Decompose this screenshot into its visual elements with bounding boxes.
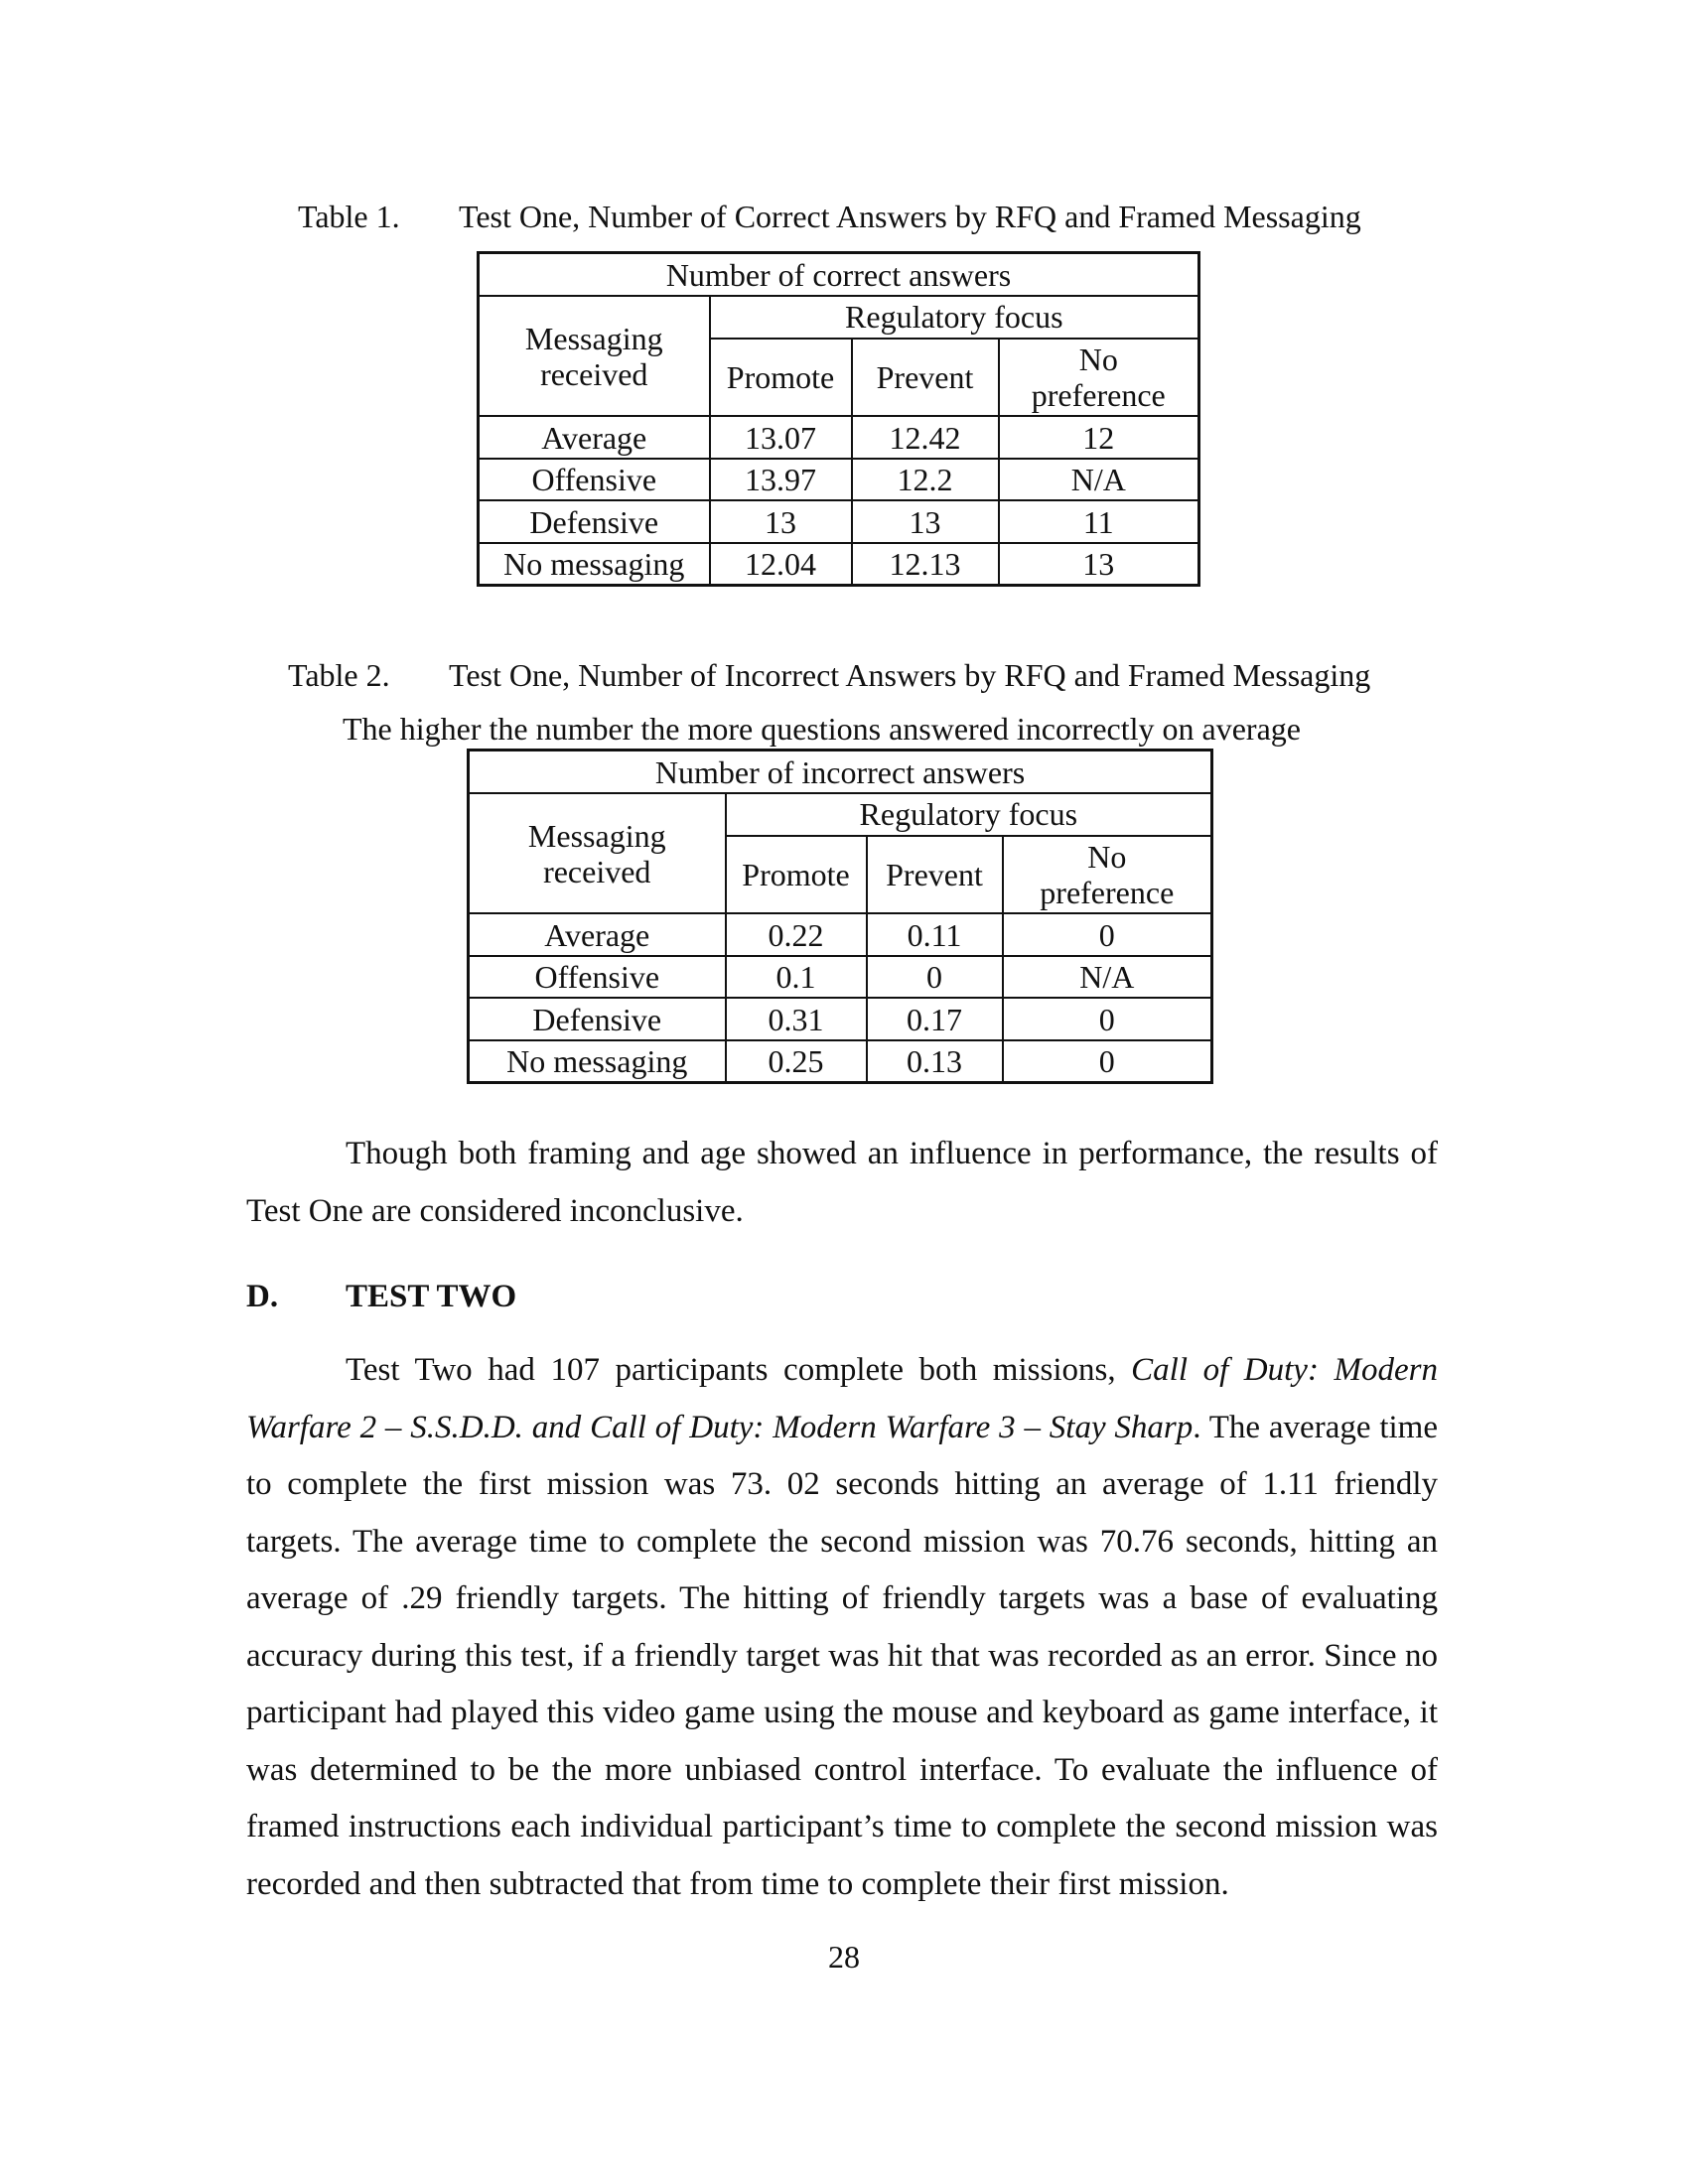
table1-row-label: Defensive	[479, 500, 710, 543]
table-row	[479, 543, 1199, 586]
table2-row-label: Defensive	[469, 998, 726, 1040]
table1-cell: 12.13	[852, 543, 999, 586]
table2-cell: 0.31	[726, 998, 867, 1040]
table1-cell: 13	[710, 500, 852, 543]
table1-col-nopref-line2: preference	[1031, 376, 1166, 413]
table2-cell: 0	[867, 956, 1003, 999]
test-two-paragraph	[246, 1342, 1438, 1913]
table1-cell: 11	[999, 500, 1199, 543]
table1-cell: 12.42	[852, 416, 999, 459]
table1-header-row-label-line2: received	[540, 355, 648, 392]
table1-cell: 13.07	[710, 416, 852, 459]
table2-header-row-label-line1: Messaging	[527, 817, 666, 854]
table1-row-label: No messaging	[479, 543, 710, 586]
table1-cell: 13	[999, 543, 1199, 586]
table1-cell: 13.97	[710, 459, 852, 501]
section-title: TEST TWO	[346, 1279, 517, 1314]
table-row	[479, 459, 1199, 501]
table1-cell: 12.2	[852, 459, 999, 501]
table1-header-group: Regulatory focus	[710, 296, 1199, 339]
section-letter: D.	[246, 1279, 279, 1314]
table1-cell: 12.04	[710, 543, 852, 586]
conclusion-paragraph	[246, 1126, 1438, 1240]
table2-header-row-label-line2: received	[543, 853, 651, 889]
table-row	[479, 416, 1199, 459]
table2-cell: 0.1	[726, 956, 867, 999]
table1-header-row-label-line1: Messaging	[524, 320, 663, 356]
table1-cell: 13	[852, 500, 999, 543]
table2-cell: 0	[1003, 998, 1212, 1040]
table2-cell: 0.22	[726, 913, 867, 956]
conclusion-text: Though both framing and age showed an influence in performance, the results of Test One are considered inconclusive.	[246, 1136, 1438, 1229]
table2-header-group: Regulatory focus	[726, 793, 1212, 836]
table2-col-nopref-line1: No	[1087, 838, 1127, 875]
table1-col-prevent: Prevent	[852, 339, 999, 417]
table1-row-label: Offensive	[479, 459, 710, 501]
table2-header-row-label	[469, 793, 726, 913]
test-two-text-part2: . The average time to complete the first mission was 73. 02 seconds hitting an average of 1.11 friendly targets. The average time to complete the second mission was 70.76 seconds, hitting an average of .29 friendly targets. The hitting of friendly targets was a base of evaluating accuracy during this test, if a friendly target was hit that was recorded as an error. Since no participant had played this video game using the mouse and keyboard as game interface, it was determined to be the more unbiased control interface. To evaluate the influence of framed instructions each individual participant’s time to complete the second mission was recorded and then subtracted that from time to complete their first mission.	[246, 1409, 1438, 1902]
table1-row-label: Average	[479, 416, 710, 459]
table2-cell: 0	[1003, 1040, 1212, 1083]
table-row	[469, 956, 1212, 999]
table-row	[479, 500, 1199, 543]
table1-header-row-label	[479, 296, 710, 416]
page-number: 28	[828, 1939, 860, 1975]
table2-col-promote: Promote	[726, 836, 867, 914]
table1-label: Table 1.	[298, 199, 400, 234]
table1-cell: N/A	[999, 459, 1199, 501]
table2-row-label: Average	[469, 913, 726, 956]
table2-header-main: Number of incorrect answers	[469, 751, 1212, 794]
table2-cell: 0.13	[867, 1040, 1003, 1083]
table1-title: Test One, Number of Correct Answers by RFQ and Framed Messaging	[459, 199, 1361, 234]
table2-cell: 0.11	[867, 913, 1003, 956]
section-heading	[246, 1279, 516, 1315]
table1-caption	[298, 199, 1361, 235]
table2-cell: 0.25	[726, 1040, 867, 1083]
table2-row-label: No messaging	[469, 1040, 726, 1083]
table2-col-nopref	[1003, 836, 1212, 914]
test-two-text-part1: Test Two had 107 participants complete both missions,	[346, 1352, 1132, 1388]
table2-col-prevent: Prevent	[867, 836, 1003, 914]
table1-col-promote: Promote	[710, 339, 852, 417]
table2-cell: 0.17	[867, 998, 1003, 1040]
table1	[477, 251, 1200, 587]
table2-col-nopref-line2: preference	[1040, 874, 1175, 910]
table2	[467, 749, 1213, 1084]
table2-row-label: Offensive	[469, 956, 726, 999]
table2-label: Table 2.	[288, 657, 390, 693]
table2-caption	[288, 657, 1370, 694]
table2-title: Test One, Number of Incorrect Answers by RFQ and Framed Messaging	[449, 657, 1371, 693]
table-row	[469, 998, 1212, 1040]
table1-header-main: Number of correct answers	[479, 253, 1199, 297]
table2-subtitle: The higher the number the more questions answered incorrectly on average	[343, 711, 1301, 747]
test-two-game-titles: Call of Duty: Modern Warfare 2 – S.S.D.D. and Call of Duty: Modern Warfare 3 – Stay Sharp	[246, 1352, 1438, 1445]
table1-col-nopref	[999, 339, 1199, 417]
table2-cell: 0	[1003, 913, 1212, 956]
table2-cell: N/A	[1003, 956, 1212, 999]
table1-cell: 12	[999, 416, 1199, 459]
table1-col-nopref-line1: No	[1078, 341, 1118, 377]
table-row	[469, 913, 1212, 956]
table-row	[469, 1040, 1212, 1083]
